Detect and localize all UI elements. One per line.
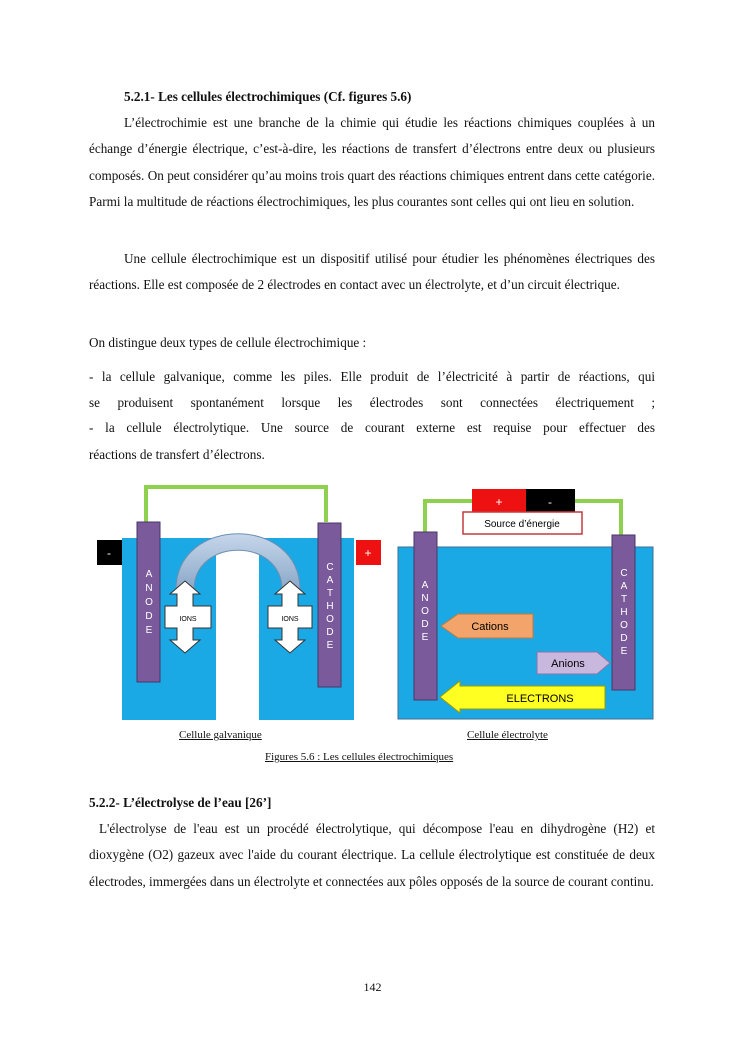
svg-text:A: A	[421, 580, 429, 591]
galvanic-cell	[97, 487, 381, 720]
electrolytic-anode-label	[421, 580, 429, 643]
paragraph-water-electrolysis: L'électrolyse de l'eau est un procédé électrolytique, qui décompose l'eau en dihydrogène (H2) et dioxygène (O2) gazeux avec l'aide du courant électrique. La cellule électrolytique est constituée de deux électrodes, immergées dans un électrolyte et connectées aux pôles opposés de la source de courant continu.	[89, 821, 655, 889]
section-heading-5-2-2: 5.2.2- L’électrolyse de l’eau [26’]	[89, 795, 272, 810]
galvanic-anode-label	[145, 569, 153, 636]
minus-sign: -	[107, 546, 111, 560]
plus-sign: +	[495, 495, 503, 509]
svg-text:C: C	[326, 562, 334, 573]
electrons-label: ELECTRONS	[506, 693, 574, 705]
svg-text:T: T	[620, 594, 628, 605]
paragraph-two-types: On distingue deux types de cellule électrochimique :	[89, 335, 367, 350]
svg-text:A: A	[145, 569, 153, 580]
svg-text:E: E	[145, 625, 153, 636]
svg-text:E: E	[421, 632, 429, 643]
svg-text:D: D	[421, 619, 429, 630]
electrochemical-cells-figure	[0, 475, 745, 765]
list-item-galvanic-line2: se produisent spontanément lorsque les électrodes sont connectées électriquement ;	[89, 395, 655, 410]
galvanic-wire	[146, 487, 326, 522]
svg-text:IONS: IONS	[179, 616, 197, 623]
svg-text:O: O	[421, 606, 429, 617]
svg-text:D: D	[145, 611, 153, 622]
svg-text:H: H	[620, 607, 628, 618]
svg-text:O: O	[326, 614, 334, 625]
minus-sign: -	[548, 495, 552, 509]
galvanic-cathode-label	[326, 562, 334, 651]
section-heading-5-2-1: 5.2.1- Les cellules électrochimiques (Cf. figures 5.6)	[124, 89, 412, 104]
anions-label: Anions	[551, 658, 585, 670]
electrolytic-cathode-label	[620, 568, 628, 657]
figure-caption: Figures 5.6 : Les cellules électrochimiques	[265, 751, 454, 763]
page-number: 142	[363, 980, 382, 994]
electrolytic-cell	[398, 489, 653, 719]
caption-electrolytic-cell: Cellule électrolyte	[467, 729, 548, 741]
caption-galvanic-cell: Cellule galvanique	[179, 729, 262, 741]
svg-text:O: O	[145, 597, 153, 608]
electrons-arrow-icon	[440, 681, 605, 713]
svg-text:C: C	[620, 568, 628, 579]
svg-text:H: H	[326, 601, 334, 612]
svg-text:IONS: IONS	[281, 616, 299, 623]
svg-text:A: A	[326, 575, 334, 586]
anions-arrow-icon	[537, 652, 610, 674]
paragraph-electrochemistry: L’électrochimie est une branche de la chimie qui étudie les réactions chimiques couplées à un échange d’énergie électrique, c’est-à-dire, les réactions de transfert d’électrons entre deux ou plusieurs composés. On peut considérer qu’au moins trois quart des réactions chimiques entrent dans cette catégorie. Parmi la multitude de réactions électrochimiques, les plus courantes sont celles qui ont lieu en solution.	[89, 115, 655, 209]
list-item-electrolytic-line1: - la cellule électrolytique. Une source de courant externe est requise pour effectuer des	[89, 420, 655, 435]
svg-text:O: O	[620, 620, 628, 631]
list-item-galvanic-line1: - la cellule galvanique, comme les piles. Elle produit de l’électricité à partir de réactions, qui	[89, 369, 655, 384]
svg-text:N: N	[145, 583, 153, 594]
paragraph-electrochemical-cell: Une cellule électrochimique est un dispositif utilisé pour étudier les phénomènes électriques des réactions. Elle est composée de 2 électrodes en contact avec un électrolyte, et d’un circuit électrique.	[89, 251, 655, 293]
svg-text:A: A	[620, 581, 628, 592]
svg-text:N: N	[421, 593, 429, 604]
svg-text:T: T	[326, 588, 334, 599]
cations-arrow-icon	[441, 614, 533, 638]
svg-text:D: D	[326, 627, 334, 638]
svg-text:E: E	[620, 646, 628, 657]
energy-source-label: Source d’énergie	[484, 519, 560, 530]
plus-sign: +	[364, 546, 372, 560]
cations-label: Cations	[471, 621, 509, 633]
list-item-electrolytic-line2: réactions de transfert d’électrons.	[89, 447, 265, 462]
svg-text:D: D	[620, 633, 628, 644]
svg-text:E: E	[326, 640, 334, 651]
